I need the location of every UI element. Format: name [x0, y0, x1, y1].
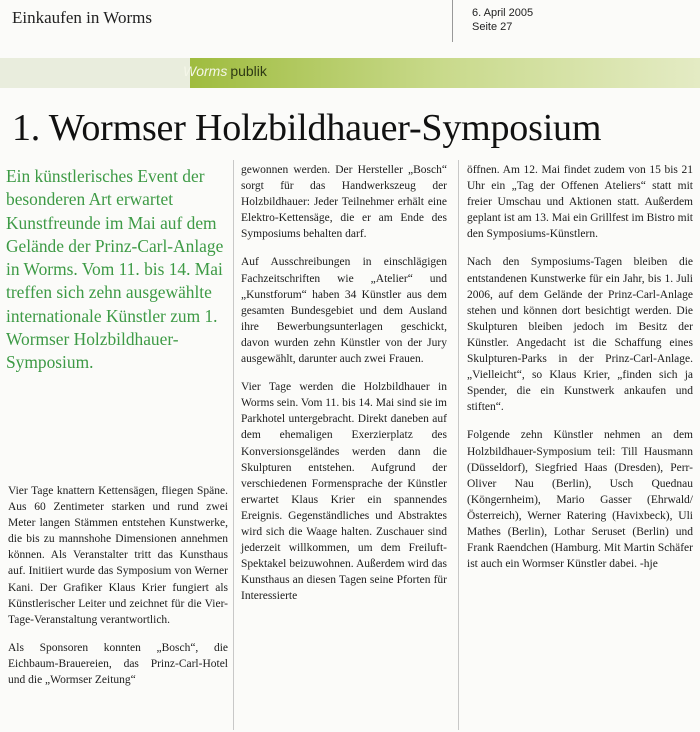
article-headline: 1. Wormser Holzbildhauer-Symposium	[12, 107, 602, 149]
header-divider	[452, 0, 453, 42]
paragraph: gewonnen werden. Der Hersteller „Bosch“ sorgt für das Handwerkszeug der Holzbildhauer: Jeder Teilnehmer erhält eine Elektro-Kettensäge, die er am Ende des Symposiums behalten darf.	[241, 164, 447, 241]
issue-meta	[472, 6, 533, 34]
lead-text: Ein künstlerisches Event der besonderen Art erwartet Kunstfreunde im Mai auf dem Gelände der Prinz-Carl-Anlage in Worms. Vom 11. bis 14. Mai treffen sich zehn ausgewählte internationale Künstler zum 1. Wormser Holzbildhauer-Symposium.	[6, 166, 224, 373]
paragraph: Nach den Symposiums-Tagen bleiben die entstandenen Kunstwerke für ein Jahr, bis 1. Juli 2006, auf dem Gelände der Prinz-Carl-Anlage stehen und können dort besichtigt werden. Die Skulpturen bleiben jedoch im Besitz der Künstler. Angedacht ist die Schaffung eines Skulpturen-Parks in der Prinz-Carl-Anlage. „Vielleicht“, so Klaus Krier, „finden sich ja Spender, die ein Kunstwerk ankaufen und stiften“.	[467, 256, 693, 414]
paragraph: Als Sponsoren konnten „Bosch“, die Eichbaum-Brauereien, das Prinz-Carl-Hotel und die „Wormser Zeitung“	[8, 641, 228, 687]
column-divider-1	[233, 160, 234, 730]
paragraph: öffnen. Am 12. Mai findet zudem von 15 bis 21 Uhr ein „Tag der Offenen Ateliers“ statt mit freier Umschau und Aktionen statt. Außerdem geplant ist am 13. Mai ein Grillfest im Bistro mit den Symposiums-Künstlern.	[467, 164, 693, 241]
section-label: Einkaufen in Worms	[12, 8, 152, 27]
paragraph: Vier Tage werden die Holzbildhauer in Worms sein. Vom 11. bis 14. Mai sind sie im Parkhotel untergebracht. Direkt daneben auf dem ehemaligen Exerzierplatz des Konversionsgeländes werden dann die Skulpturen entstehen. Aufgrund der verschiedenen Formensprache der Künstler erwartet Klaus Krier ein spannendes Ereignis. Gegenständliches und Abstraktes wird sich die Waage halten. Zuschauer sind jederzeit willkommen, um dem Freiluft-Spektakel beizuwohnen. Außerdem wird das Kunsthaus an diesen Tagen seine Pforten für Interessierte	[241, 381, 447, 603]
page-number: Seite 27	[472, 21, 513, 33]
paragraph: Folgende zehn Künstler nehmen an dem Holzbildhauer-Symposium teil: Till Hausmann (Düsseldorf), Siegfried Haas (Dresden), Perr-Oliver Nau (Berlin), Usch Quednau (Köngernheim), Mario Gasser (Ehrwald/Österreich), Werner Ratering (Havixbeck), Uli Mathes (Berlin), Lothar Seruset (Berlin) und Frank Raendchen (Hamburg. Mit Martin Schäfer ist auch ein Wormser Künstler dabei. -hje	[467, 429, 693, 571]
brand-publik: publik	[230, 63, 267, 79]
issue-date: 6. April 2005	[472, 7, 534, 19]
paragraph: Vier Tage knattern Kettensägen, fliegen Späne. Aus 60 Zentimeter starken und rund zwei Meter langen Stämmen entstehen Kunstwerke, die bis zu mannshohe Dimensionen annehmen können. Als Veranstalter tritt das Kunsthaus auf. Initiiert wurde das Symposium von Werner Kani. Der Grafiker Klaus Krier fungiert als Künstlerischer Leiter und zeichnet für die Vier-Tage-Veranstaltung verantwortlich.	[8, 485, 228, 626]
article-column-2	[241, 162, 447, 616]
article-column-3	[467, 162, 693, 584]
brand-logo	[183, 63, 267, 79]
article-lead	[6, 165, 224, 375]
brand-worms: Worms	[183, 63, 228, 79]
article-column-1	[8, 483, 228, 700]
column-divider-2	[458, 160, 459, 730]
paragraph: Auf Ausschreibungen in einschlägigen Fachzeitschriften wie „Atelier“ und „Kunstforum“ haben 34 Künstler aus dem gesamten Bundesgebiet und dem Ausland ihre Bewerbungsunterlagen geschickt, davon wurden zehn Künstler von der Jury ausgewählt, darunter auch zwei Frauen.	[241, 256, 447, 366]
